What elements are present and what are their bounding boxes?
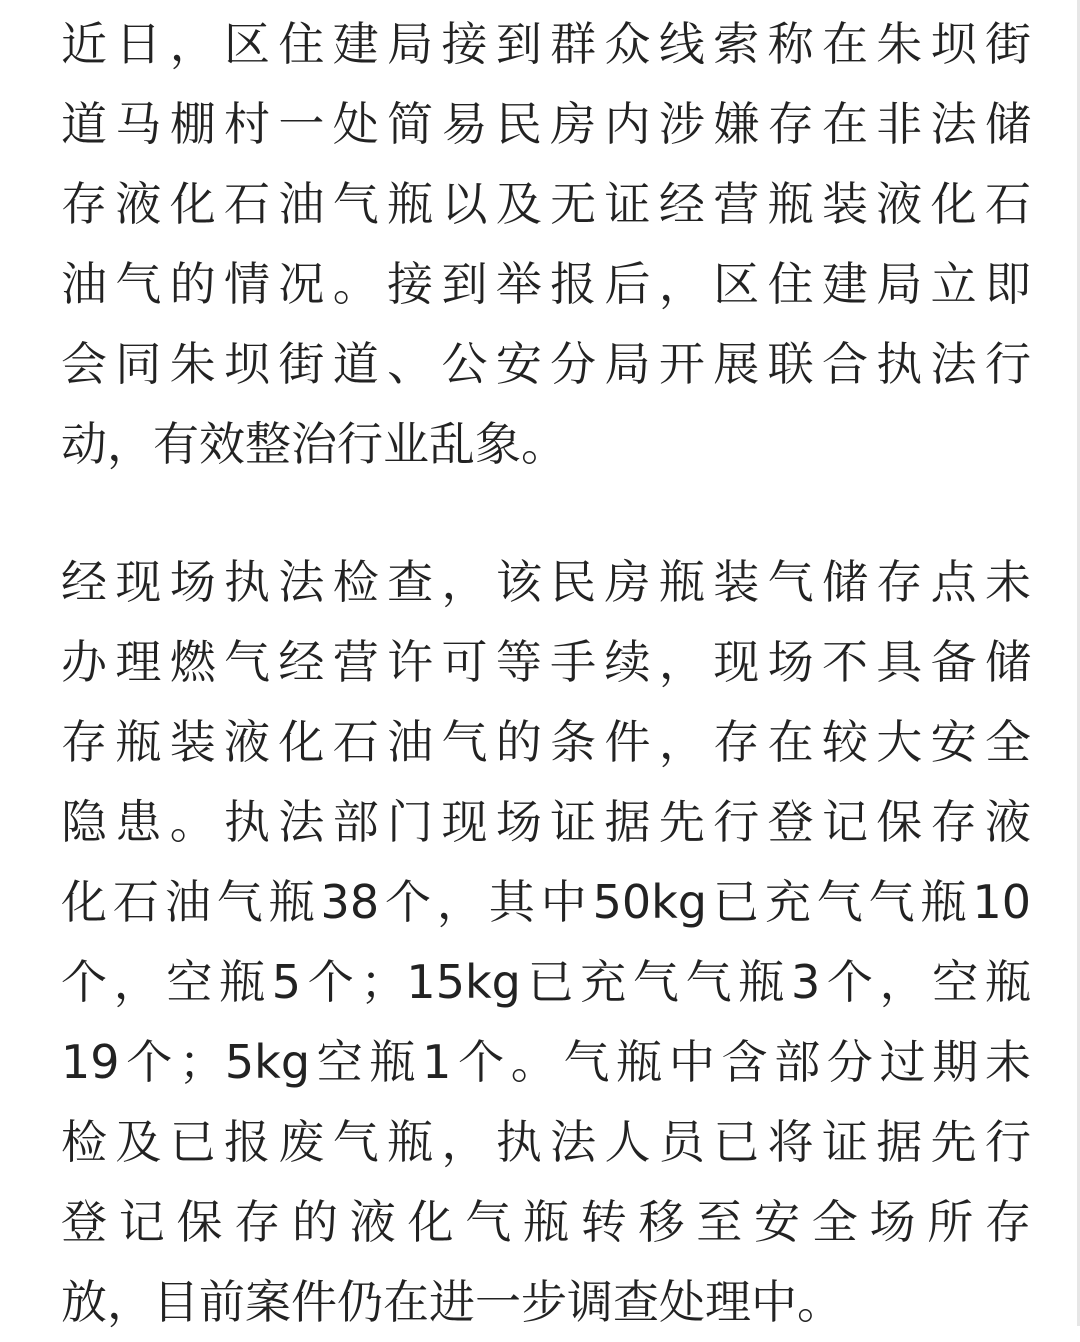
article-paragraph-1 (61, 4, 1031, 484)
paragraph-1-line-1: 近日，区住建局接到群众线索称在朱坝街 (61, 17, 1031, 71)
paragraph-2-line-2: 办理燃气经营许可等手续，现场不具备储 (61, 635, 1031, 689)
paragraph-2-line-4: 隐患。执法部门现场证据先行登记保存液 (61, 795, 1031, 849)
paragraph-1-line-5: 会同朱坝街道、公安分局开展联合执法行 (61, 337, 1031, 391)
paragraph-2-line-8: 检及已报废气瓶，执法人员已将证据先行 (61, 1115, 1031, 1169)
article-body (61, 4, 1031, 1342)
paragraph-2-line-7: 19个；5kg空瓶1个。气瓶中含部分过期未 (61, 1035, 1031, 1089)
paragraph-2-line-3: 存瓶装液化石油气的条件，存在较大安全 (61, 715, 1031, 769)
paragraph-1-line-3: 存液化石油气瓶以及无证经营瓶装液化石 (61, 177, 1031, 231)
paragraph-2-line-10: 放，目前案件仍在进一步调查处理中。 (61, 1275, 843, 1329)
article-paragraph-2 (61, 542, 1031, 1342)
paragraph-2-line-5: 化石油气瓶38个，其中50kg已充气气瓶10 (61, 875, 1031, 929)
paragraph-2-line-6: 个，空瓶5个；15kg已充气气瓶3个，空瓶 (61, 955, 1031, 1009)
paragraph-1-line-4: 油气的情况。接到举报后，区住建局立即 (61, 257, 1031, 311)
paragraph-1-line-6: 动，有效整治行业乱象。 (61, 417, 567, 471)
paragraph-1-line-2: 道马棚村一处简易民房内涉嫌存在非法储 (61, 97, 1031, 151)
paragraph-2-line-9: 登记保存的液化气瓶转移至安全场所存 (61, 1195, 1031, 1249)
paragraph-2-line-1: 经现场执法检查，该民房瓶装气储存点未 (61, 555, 1031, 609)
